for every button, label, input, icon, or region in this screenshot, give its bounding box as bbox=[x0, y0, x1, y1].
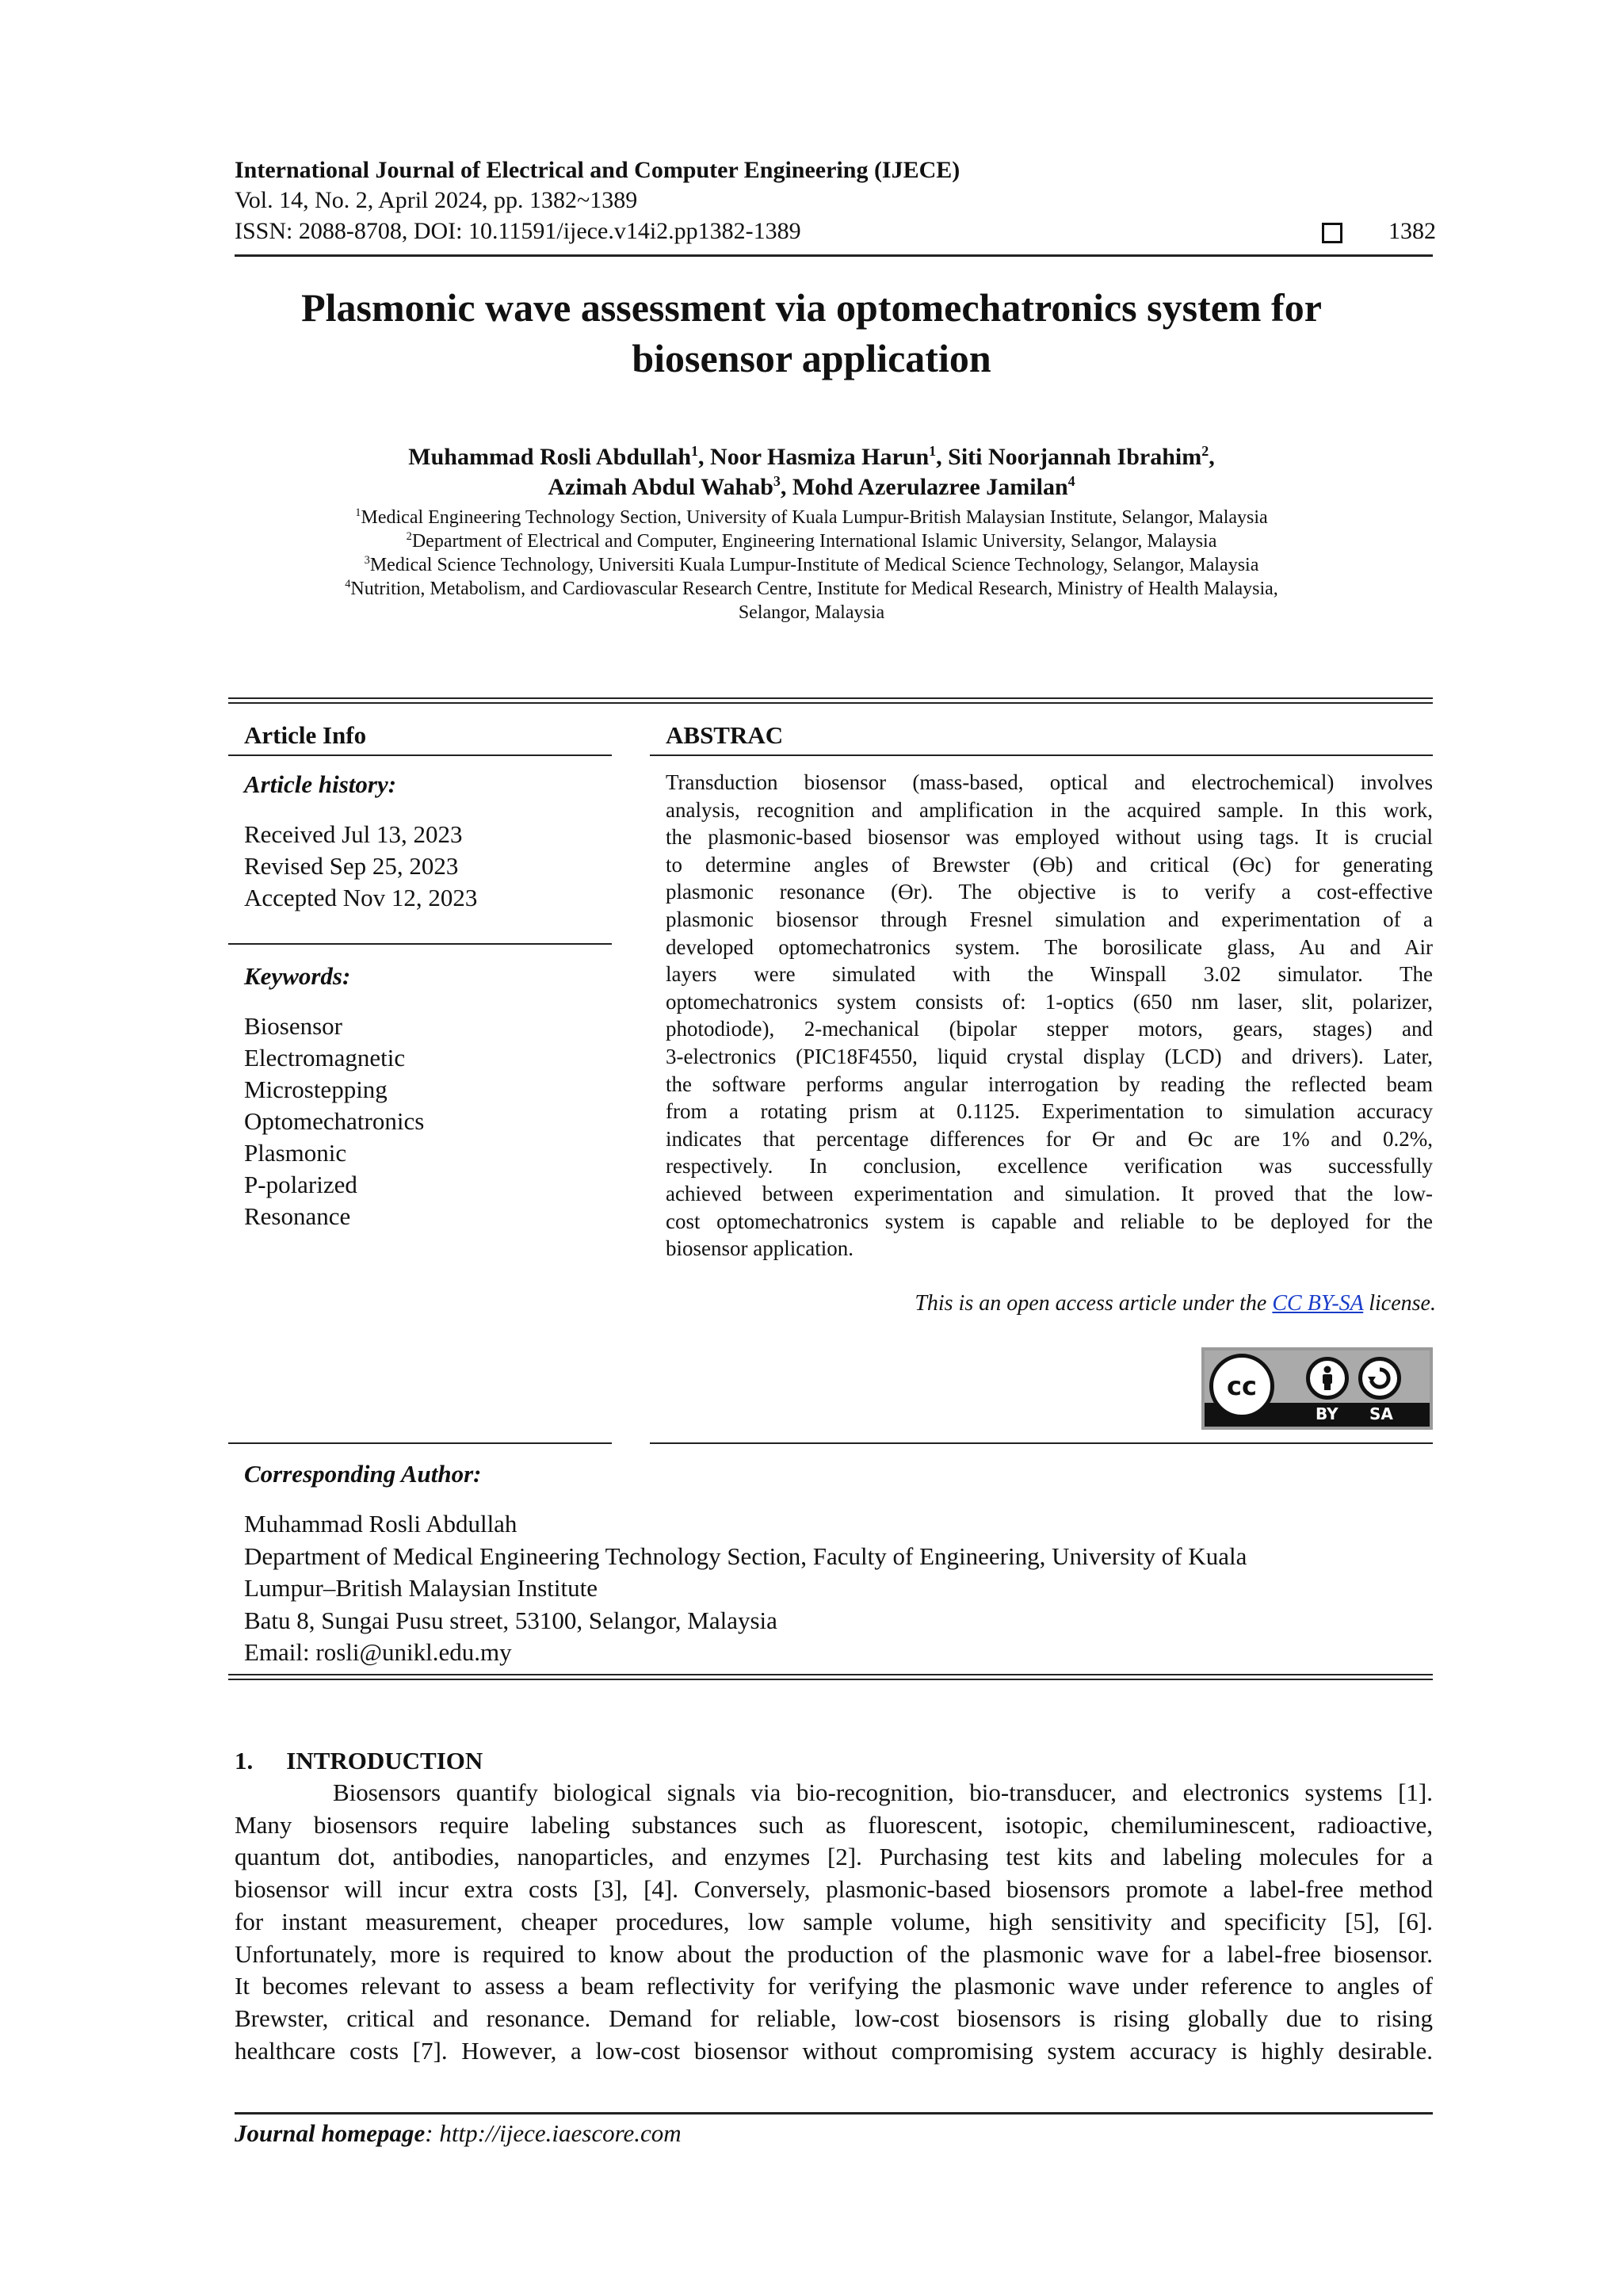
author-name: Azimah Abdul Wahab bbox=[548, 474, 773, 500]
affiliation bbox=[182, 553, 1441, 577]
corresponding-dept-cont: Lumpur–British Malaysian Institute bbox=[244, 1574, 598, 1602]
abstract-line: indicates that percentage differences for ϴr and ϴc are 1% and 0.2%, bbox=[666, 1126, 1434, 1151]
header-rule bbox=[235, 254, 1433, 257]
article-info-rule bbox=[228, 755, 612, 756]
section-title: INTRODUCTION bbox=[286, 1747, 483, 1775]
abstract-line: the plasmonic-based biosensor was employed without using tags. It is crucial bbox=[666, 825, 1433, 850]
affiliation-mark: 3 bbox=[364, 554, 370, 567]
abstract-line: analysis, recognition and amplification in the acquired sample. In this work, bbox=[666, 797, 1433, 822]
keyword: Resonance bbox=[244, 1202, 351, 1230]
homepage-colon: : bbox=[425, 2119, 440, 2147]
title-line-2: biosensor application bbox=[632, 336, 991, 380]
corresponding-author-details bbox=[244, 1508, 1247, 1669]
keyword: Optomechatronics bbox=[244, 1107, 425, 1135]
intro-line: Unfortunately, more is required to know about the production of the plasmonic wave for a label-free biosensor. bbox=[235, 1939, 1433, 1968]
cc-by-sa-badge[interactable] bbox=[1201, 1347, 1433, 1430]
badge-sa-label: SA bbox=[1369, 1404, 1393, 1423]
affiliation bbox=[182, 577, 1441, 601]
intro-line: It becomes relevant to assess a beam reflectivity for verifying the plasmonic wave under reference to angles of bbox=[235, 1972, 1433, 2000]
abstract-line: optomechatronics system consists of: 1-optics (650 nm laser, slit, polarizer, bbox=[666, 989, 1433, 1014]
abstract-line: layers were simulated with the Winspall 3.02 simulator. The bbox=[666, 962, 1433, 987]
author-name: Mohd Azerulazree Jamilan bbox=[792, 474, 1068, 500]
affiliation-text: Department of Electrical and Computer, Engineering International Islamic University, Selangor, Malaysia bbox=[411, 531, 1217, 552]
author-separator: , bbox=[698, 444, 711, 470]
author-separator: , bbox=[780, 474, 792, 500]
affiliation-list bbox=[182, 506, 1441, 625]
affiliation-mark: 2 bbox=[406, 530, 412, 543]
author-separator: , bbox=[936, 444, 949, 470]
abstract-line: achieved between experimentation and simulation. It proved that the low- bbox=[666, 1181, 1433, 1205]
keywords-bottom-rule bbox=[228, 1442, 612, 1444]
abstract-line: developed optomechatronics system. The borosilicate glass, Au and Air bbox=[666, 934, 1433, 959]
author-name: Muhammad Rosli Abdullah bbox=[408, 444, 692, 470]
author-list bbox=[182, 442, 1441, 502]
affiliation-text: Nutrition, Metabolism, and Cardiovascular Research Centre, Institute for Medical Research, Ministry of Health Malaysia, bbox=[350, 579, 1278, 599]
license-prefix: This is an open access article under the bbox=[915, 1291, 1273, 1316]
abstract-line: plasmonic biosensor through Fresnel simulation and experimentation of a bbox=[666, 907, 1433, 931]
by-person-icon bbox=[1306, 1357, 1349, 1400]
intro-line: Brewster, critical and resonance. Demand for reliable, low-cost biosensors is rising globally due to rising bbox=[235, 2004, 1433, 2032]
author-name: Noor Hasmiza Harun bbox=[710, 444, 930, 470]
abstract-line: plasmonic resonance (ϴr). The objective is to verify a cost-effective bbox=[666, 880, 1433, 904]
intro-line: Many biosensors require labeling substances such as fluorescent, isotopic, chemiluminescent, radioactive, bbox=[235, 1810, 1433, 1839]
corresponding-author-heading: Corresponding Author: bbox=[244, 1460, 482, 1488]
author-affil-mark: 1 bbox=[691, 443, 699, 459]
checkbox-square-icon bbox=[1322, 223, 1342, 243]
abstract-line: 3-electronics (PIC18F4550, liquid crystal display (LCD) and drivers). Later, bbox=[666, 1044, 1433, 1068]
corresponding-email: Email: rosli@unikl.edu.my bbox=[244, 1638, 512, 1666]
history-accepted: Accepted Nov 12, 2023 bbox=[244, 884, 478, 911]
info-box-top-rule-2 bbox=[228, 702, 1433, 704]
abstract-bottom-rule bbox=[650, 1442, 1433, 1444]
abstract-heading: ABSTRAC bbox=[666, 721, 784, 749]
author-name: Siti Noorjannah Ibrahim bbox=[948, 444, 1202, 470]
issn-doi: ISSN: 2088-8708, DOI: 10.11591/ijece.v14i2.pp1382-1389 bbox=[235, 218, 801, 244]
abstract-rule bbox=[650, 755, 1433, 756]
keyword: Electromagnetic bbox=[244, 1044, 406, 1072]
share-alike-icon bbox=[1358, 1357, 1401, 1400]
affiliation-mark: 4 bbox=[345, 578, 351, 590]
homepage-url[interactable]: http://ijece.iaescore.com bbox=[439, 2119, 682, 2147]
abstract-line: the software performs angular interrogation by reading the reflected beam bbox=[666, 1072, 1433, 1096]
keyword: Microstepping bbox=[244, 1075, 388, 1103]
author-separator: , bbox=[1209, 444, 1215, 470]
affiliation bbox=[182, 601, 1441, 625]
footer-rule bbox=[235, 2112, 1433, 2115]
article-history-list bbox=[244, 819, 477, 914]
abstract-line: photodiode), 2-mechanical (bipolar stepper motors, gears, stages) and bbox=[666, 1017, 1433, 1041]
affiliation-text: Medical Science Technology, Universiti Kuala Lumpur-Institute of Medical Science Technology, Selangor, Malaysia bbox=[369, 555, 1259, 575]
author-affil-mark: 3 bbox=[773, 473, 781, 489]
article-history-heading: Article history: bbox=[244, 770, 397, 798]
history-rule bbox=[228, 943, 612, 945]
introduction-heading bbox=[235, 1745, 483, 1777]
keyword: Plasmonic bbox=[244, 1139, 347, 1167]
history-received: Received Jul 13, 2023 bbox=[244, 820, 463, 848]
corresponding-address: Batu 8, Sungai Pusu street, 53100, Selangor, Malaysia bbox=[244, 1606, 777, 1634]
badge-by-label: BY bbox=[1316, 1404, 1338, 1423]
abstract-body bbox=[666, 769, 1433, 1263]
abstract-line: to determine angles of Brewster (ϴb) and critical (ϴc) for generating bbox=[666, 852, 1433, 877]
keyword: Biosensor bbox=[244, 1012, 342, 1040]
abstract-line: from a rotating prism at 0.1125. Experimentation to simulation accuracy bbox=[666, 1099, 1433, 1124]
abstract-line: cost optomechatronics system is capable and reliable to be deployed for the bbox=[666, 1209, 1433, 1233]
history-revised: Revised Sep 25, 2023 bbox=[244, 852, 459, 880]
homepage-label: Journal homepage bbox=[235, 2119, 426, 2147]
abstract-line: respectively. In conclusion, excellence verification was successfully bbox=[666, 1154, 1433, 1179]
author-affil-mark: 1 bbox=[929, 443, 937, 459]
page-number: 1382 bbox=[1388, 218, 1436, 244]
abstract-line: biosensor application. bbox=[666, 1236, 854, 1261]
cc-by-sa-link[interactable]: CC BY-SA bbox=[1272, 1291, 1364, 1316]
author-affil-mark: 4 bbox=[1067, 473, 1075, 489]
paper-title bbox=[182, 282, 1441, 384]
journal-homepage bbox=[235, 2118, 682, 2149]
author-affil-mark: 2 bbox=[1201, 443, 1209, 459]
license-suffix: license. bbox=[1363, 1291, 1436, 1316]
cc-icon: cc bbox=[1209, 1354, 1274, 1419]
intro-line: for instant measurement, cheaper procedures, low sample volume, high sensitivity and specificity [5], [6]. bbox=[235, 1907, 1433, 1935]
affiliation-text: Selangor, Malaysia bbox=[738, 602, 885, 623]
license-statement bbox=[915, 1289, 1436, 1318]
info-box-bottom-rule-2 bbox=[228, 1679, 1433, 1680]
intro-line: Biosensors quantify biological signals via bio-recognition, bio-transducer, and electronics systems [1]. bbox=[333, 1778, 1433, 1806]
article-info-heading: Article Info bbox=[244, 721, 367, 749]
keyword: P-polarized bbox=[244, 1171, 357, 1198]
journal-name: International Journal of Electrical and Computer Engineering (IJECE) bbox=[235, 157, 960, 183]
corresponding-dept: Department of Medical Engineering Technology Section, Faculty of Engineering, University of Kuala bbox=[244, 1541, 1247, 1570]
intro-line: biosensor will incur extra costs [3], [4]. Conversely, plasmonic-based biosensors promote a label-free method bbox=[235, 1875, 1433, 1904]
affiliation-text: Medical Engineering Technology Section, University of Kuala Lumpur-British Malaysian Institute, Selangor, Malaysia bbox=[361, 507, 1268, 528]
abstract-line: Transduction biosensor (mass-based, optical and electrochemical) involves bbox=[666, 770, 1433, 794]
intro-line: quantum dot, antibodies, nanoparticles, and enzymes [2]. Purchasing test kits and labeling molecules for a bbox=[235, 1843, 1433, 1871]
intro-line: healthcare costs [7]. However, a low-cost biosensor without compromising system accuracy is highly desirable. bbox=[235, 2036, 1433, 2065]
info-box-bottom-rule bbox=[228, 1674, 1433, 1675]
volume-info: Vol. 14, No. 2, April 2024, pp. 1382~1389 bbox=[235, 187, 638, 213]
affiliation-mark: 1 bbox=[355, 506, 361, 519]
title-line-1: Plasmonic wave assessment via optomechatronics system for bbox=[301, 285, 1322, 330]
affiliation bbox=[182, 529, 1441, 553]
introduction-body bbox=[235, 1777, 1433, 2067]
corresponding-name: Muhammad Rosli Abdullah bbox=[244, 1510, 517, 1538]
section-number: 1. bbox=[235, 1747, 254, 1775]
keywords-heading: Keywords: bbox=[244, 962, 351, 990]
info-box-top-rule bbox=[228, 697, 1433, 699]
affiliation bbox=[182, 506, 1441, 529]
keywords-list bbox=[244, 1010, 424, 1232]
